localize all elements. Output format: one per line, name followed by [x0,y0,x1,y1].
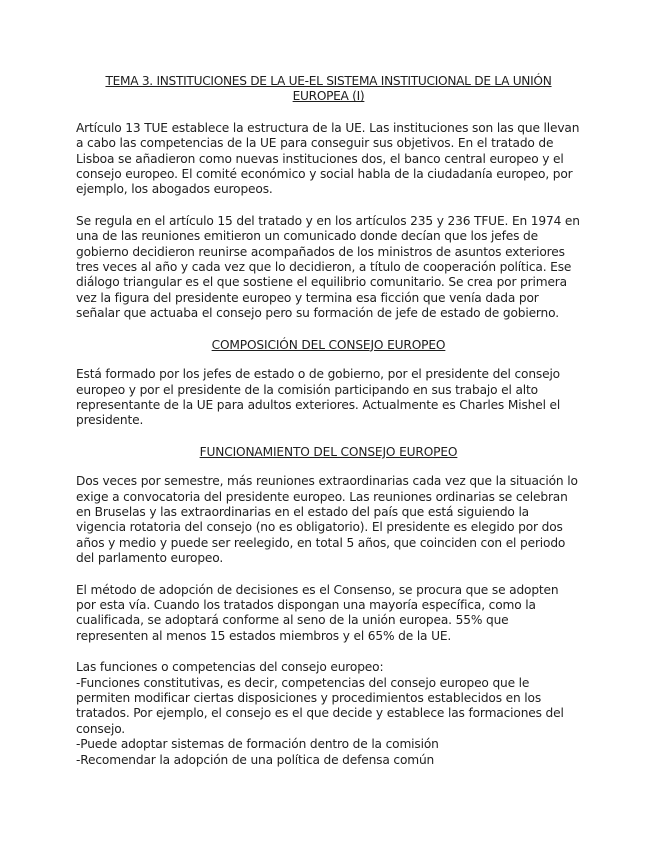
funciones-list-intro: Las funciones o competencias del consejo europeo: [76,660,384,675]
funcionamiento-paragraph-1: Dos veces por semestre, más reuniones extraordinarias cada vez que la situación lo exige a convocatoria del presidente europeo. Las reuniones ordinarias se celebran en Bruselas y las extraordinarias en el estado del país que está siguiendo la vigencia rotatoria del consejo (no es obligatorio). El presidente es elegido por dos años y medio y puede ser reelegido, en total 5 años, que coinciden con el periodo del parlamento europeo. [76,474,578,566]
intro-paragraph-1: Artículo 13 TUE establece la estructura de la UE. Las instituciones son las que llevan a cabo las competencias de la UE para conseguir sus objetivos. En el tratado de Lisboa se añadieron como nuevas instituciones dos, el banco central europeo y el consejo europeo. El comité económico y social habla de la ciudadanía europeo, por ejemplo, los abogados europeos. [76,120,580,197]
document-title: TEMA 3. INSTITUCIONES DE LA UE-EL SISTEMA INSTITUCIONAL DE LA UNIÓN EUROPEA (I) [105,74,552,104]
composicion-heading: COMPOSICIÓN DEL CONSEJO EUROPEO [211,337,446,352]
intro-paragraph-2: Se regula en el artículo 15 del tratado y en los artículos 235 y 236 TFUE. En 1974 en una de las reuniones emitieron un comunicado donde decían que los jefes de gobierno decidieron reunirse acompañados de los ministros de asuntos exteriores tres veces al año y cada vez que lo decidieron, a título de cooperación política. Ese diálogo triangular es el que sostiene el equilibrio comunitario. Se crea por primera vez la figura del presidente europeo y termina esa ficción que venía dada por señalar que actuaba el consejo pero su formación de jefe de estado de gobierno. [76,213,580,321]
document-page [76,74,581,768]
list-item: -Funciones constitutivas, es decir, competencias del consejo europeo que le permiten modificar ciertas disposiciones y procedimientos establecidos en los tratados. Por ejemplo, el consejo es el que decide y establece las formaciones del consejo. [76,675,564,736]
list-item: -Puede adoptar sistemas de formación dentro de la comisión [76,737,439,752]
funcionamiento-paragraph-2: El método de adopción de decisiones es el Consenso, se procura que se adopten por esta vía. Cuando los tratados dispongan una mayoría específica, como la cualificada, se adoptará conforme al seno de la unión europea. 55% que representen al menos 15 estados miembros y el 65% de la UE. [76,582,559,643]
funciones-list [76,676,581,768]
composicion-paragraph: Está formado por los jefes de estado o de gobierno, por el presidente del consejo europeo y por el presidente de la comisión participando en sus trabajo el alto representante de la UE para adultos exteriores. Actualmente es Charles Mishel el presidente. [76,367,561,428]
list-item: -Recomendar la adopción de una política de defensa común [76,752,435,767]
funcionamiento-heading: FUNCIONAMIENTO DEL CONSEJO EUROPEO [199,444,458,459]
